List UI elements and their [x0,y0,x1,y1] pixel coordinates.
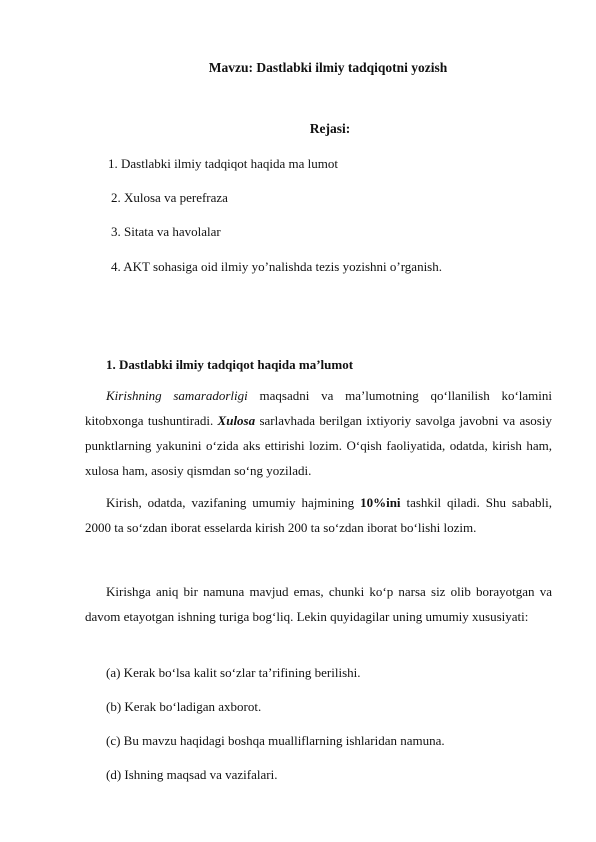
paragraph-text: tashkil qiladi. Shu sababli, 2000 ta so‘zdan iborat esselarda kirish 200 ta so‘zdan iborat bo‘lishi lozim. [85,495,552,535]
paragraph-text: maqsadni va ma’lumotning qo‘llanilish ko‘lamini kitobxonga tushuntiradi. [85,388,553,428]
paragraph-text: Kirish, odatda, vazifaning umumiy hajmining [106,495,361,510]
list-item: (c) Bu mavzu haqidagi boshqa mualliflarning ishlaridan namuna. [106,733,445,748]
bold-value: 10%ini [360,495,401,510]
bold-italic-word: Xulosa [217,413,256,428]
document-title: Mavzu: Dastlabki ilmiy tadqiqotni yozish [208,60,448,75]
section-heading: 1. Dastlabki ilmiy tadqiqot haqida ma’lumot [106,357,354,372]
plan-item: 4. AKT sohasiga oid ilmiy yo’nalishda tezis yozishni o’rganish. [111,259,442,274]
plan-heading: Rejasi: [309,121,351,136]
paragraph-3: Kirishga aniq bir namuna mavjud emas, chunki ko‘p narsa siz olib borayotgan va davom etayotgan ishning turiga bog‘liq. Lekin quyidagilar uning umumiy xususiyati: [85,584,552,624]
paragraph-1 [85,383,552,483]
paragraph-2 [85,490,552,540]
italic-lead: Kirishning samaradorligi [106,388,248,403]
list-item: (d) Ishning maqsad va vazifalari. [106,767,278,782]
list-item: (a) Kerak bo‘lsa kalit so‘zlar ta’rifining berilishi. [106,665,361,680]
plan-item: 3. Sitata va havolalar [111,224,221,239]
plan-item: 2. Xulosa va perefraza [111,190,228,205]
paragraph-text: sarlavhada berilgan ixtiyoriy savolga javobni va asosiy punktlarning yakunini o‘zida aks ettirishi lozim. O‘qish faoliyatida, odatda, kirish ham, xulosa ham, asosiy qismdan so‘ng yoziladi. [85,413,552,478]
plan-item: 1. Dastlabki ilmiy tadqiqot haqida ma lumot [108,156,338,171]
list-item: (b) Kerak bo‘ladigan axborot. [106,699,262,714]
